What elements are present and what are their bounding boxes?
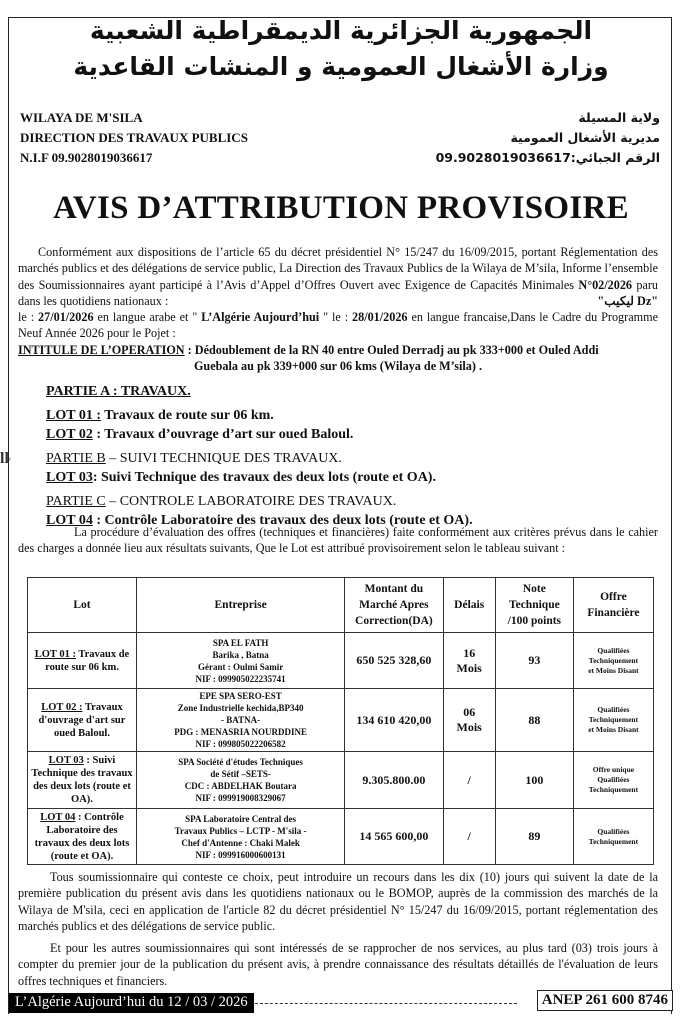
nif-label: N.I.F 09.9028019036617 [20,150,153,165]
entreprise-line: PDG : MENASRIA NOURDDINE [174,727,307,737]
cell-montant: 134 610 420,00 [345,689,443,752]
direction-label: DIRECTION DES TRAVAUX PUBLICS [20,130,248,145]
header-left-block [20,108,248,168]
lot-text: : Contrôle Laboratoire des travaux des deux lots (route et OA). [34,811,130,862]
lot-label: LOT 04 [46,513,93,528]
entreprise-line: Gérant : Oulmi Samir [197,661,284,672]
entreprise-line: NIF : 099916000600131 [195,849,286,860]
table-row [28,809,654,865]
offre-line: Qualifiées [597,645,630,655]
lot-text: Travaux de route sur 06 km. [100,408,274,423]
notice-title: AVIS D’ATTRIBUTION PROVISOIRE [53,190,629,226]
cell-delais [443,689,495,752]
arabic-newspaper: "ليكيب Dz" [597,293,658,308]
offre-line: Techniquement [588,715,639,724]
offre-line: Techniquement [588,655,639,665]
avis-number: N°02/2026 [578,277,633,292]
arabic-ministry-title: وزارة الأشغال العمومية و المنشات القاعدية [73,52,609,81]
cell-note: 100 [495,752,573,809]
cell-entreprise [136,752,344,809]
intro-text: le : [18,310,39,325]
offre-line: et Moins Disant [588,725,639,734]
recours-paragraph [18,869,658,934]
offre-line: Offre unique [592,765,635,774]
lot-02 [46,425,473,444]
col-entreprise: Entreprise [136,578,344,633]
part-b [46,449,473,468]
wilaya-label-ar: ولاية المسيلة [578,110,660,125]
lot-text: : Suivi Technique des travaux des deux lots (route et OA). [31,755,133,805]
part-a [46,382,473,401]
lot-text: : Contrôle Laboratoire des travaux des deux lots (route et OA). [92,513,473,528]
french-newspaper: L’Algérie Aujourd’hui [201,310,320,325]
offre-line: Qualifiées [597,705,630,714]
offre-line: Qualifiées [597,826,630,836]
footer-divider [225,1003,517,1004]
scan-artifact: llᶜ [0,450,12,467]
arabic-date: 27/01/2026 [38,310,94,325]
lot-label: LOT 02 : [41,701,83,713]
lot-text: : Travaux d’ouvrage d’art sur oued Baloul. [92,427,354,442]
delais-line: / [467,829,471,843]
parts-list [46,382,473,530]
cell-montant: 9.305.800.00 [345,752,443,809]
lot-01 [46,406,473,425]
entreprise-line: Zone Industrielle kechida,BP340 [177,703,304,713]
lot-label: LOT 03 [46,470,93,485]
entreprise-line: Travaux Publics – LCTP - M'sila - [174,825,307,836]
entreprise-line: SPA EL FATH [212,637,269,648]
cell-offre [573,809,653,865]
entreprise-line: NIF : 099805022206582 [195,739,286,749]
part-label: PARTIE B [46,451,106,466]
offre-line: Qualifiées [597,775,630,784]
autres-paragraph [18,940,658,989]
table-row [28,752,654,809]
part-label: PARTIE A : TRAVAUX. [46,384,191,399]
delais-line: Mois [456,720,482,734]
results-table [27,577,654,865]
intro-text: paru dans les quotidiens nationaux : [18,277,659,308]
lot-label: LOT 04 [40,811,76,823]
col-offre: Offre Financière [573,578,653,633]
entreprise-line: Chef d'Antenne : Chaki Malek [181,837,300,848]
french-date: 28/01/2026 [352,310,408,325]
intro-text: Conformément aux dispositions de l’article 65 du décret présidentiel N° 15/247 du 16/09/2015, portant Réglementation des marchés publics et des délégations de service public, La Direction des Travaux Publics de la Wilaya de M’sila, Informe l’ensemble des Soumissionnaires ayant participé à l’Avis d’Appel d’Offres Ouvert avec Exigence de Capacités Minimales [18,245,658,292]
part-label: PARTIE C [46,494,106,509]
recours-text: Tous soumissionnaire qui conteste ce choix, peut introduire un recours dans les dix (10) jours qui suivent la date de la première publication du présent avis dans les quotidiens nationaux ou le BOMOP, auprès de la commission des marchés de la Wilaya de M'sila, ceci en application de l'article 82 du décret présidentiel N° 15/247 du 16/09/2015, portant réglementation des marchés publics et des délégations de service public. [18,870,658,933]
col-montant: Montant du Marché Apres Correction(DA) [345,578,443,633]
col-delais: Délais [443,578,495,633]
intro-text: " le : [319,310,352,325]
entreprise-line: Barika , Batna [212,649,269,660]
direction-label-ar: مديرية الأشغال العمومية [510,130,660,145]
cell-entreprise [136,633,344,689]
entreprise-line: NIF : 099905022235741 [195,673,286,684]
cell-lot [28,633,137,689]
header-right-block [436,108,660,168]
cell-montant: 650 525 328,60 [345,633,443,689]
anep-reference: ANEP 261 600 8746 [537,990,673,1011]
entreprise-line: EPE SPA SERO-EST [199,691,282,701]
cell-delais [443,809,495,865]
operation-text: : Dédoublement de la RN 40 entre Ouled Derradj au pk 333+000 et Ouled Addi [184,342,599,357]
lot-03 [46,468,473,487]
lot-label: LOT 02 [46,427,93,442]
col-note: Note Technique /100 points [495,578,573,633]
cell-offre [573,633,653,689]
autres-text: Et pour les autres soumissionnaires qui sont intéressés de se rapprocher de nos services, au plus tard (03) trois jours à compter du premier jour de la publication du présent avis, à prendre connaissance des résultats détaillés de l'évaluation de leurs offres techniques et financiers. [18,941,658,988]
table-row [28,633,654,689]
lot-label: LOT 01 : [34,648,76,660]
cell-lot [28,752,137,809]
cell-note: 88 [495,689,573,752]
cell-entreprise [136,809,344,865]
evaluation-text: La procédure d’évaluation des offres (techniques et financières) faite conformément aux critères prévus dans le cahier des charges a donnée lieu aux résultats suivants, Que le Lot est attribué provisoirement selon le tableau suivant : [18,525,658,556]
intro-text: en langue arabe et " [93,310,202,325]
delais-line: / [467,772,471,787]
arabic-republic-title: الجمهورية الجزائرية الديمقراطية الشعبية [89,16,593,45]
lot-text: : Suivi Technique des travaux des deux lots (route et OA). [92,470,436,485]
table-row [28,689,654,752]
intro-text: en langue francaise,Dans le Cadre du Programme Neuf Année 2026 pour le Pojet : [18,310,658,341]
part-text: – SUIVI TECHNIQUE DES TRAVAUX. [105,451,342,466]
offre-line: Techniquement [588,785,639,794]
entreprise-line: NIF : 099919008329067 [195,793,286,803]
offre-line: et Moins Disant [588,665,639,675]
intro-paragraph [18,244,658,374]
cell-delais [443,633,495,689]
entreprise-line: SPA Laboratoire Central des [185,813,297,824]
nif-label-ar: الرقم الجبائي:09.9028019036617 [435,150,660,165]
delais-line: Mois [456,660,482,675]
newspaper-date-label: L’Algérie Aujourd’hui du 12 / 03 / 2026 [9,993,254,1013]
delais-line: 06 [463,705,476,719]
part-c [46,492,473,511]
cell-offre [573,689,653,752]
operation-label: INTITULE DE L’OPERATION [18,342,185,357]
lot-label: LOT 03 [48,755,84,766]
part-text: – CONTROLE LABORATOIRE DES TRAVAUX. [105,494,397,509]
cell-entreprise [136,689,344,752]
cell-delais [443,752,495,809]
wilaya-label: WILAYA DE M'SILA [20,110,143,125]
cell-offre [573,752,653,809]
entreprise-line: SPA Société d'études Techniques [178,757,303,767]
lot-label: LOT 01 : [46,408,101,423]
cell-montant: 14 565 600,00 [345,809,443,865]
lot-text: Travaux de route sur 06 km. [45,648,130,673]
cell-note: 93 [495,633,573,689]
evaluation-paragraph [18,524,658,557]
entreprise-line: de Sétif –SETS- [210,769,271,779]
operation-text-cont: Guebala au pk 339+000 sur 06 kms (Wilaya de M’sila) . [193,359,483,374]
cell-lot [28,689,137,752]
entreprise-line: - BATNA- [221,715,261,725]
delais-line: 16 [463,645,476,660]
lot-text: Travaux d'ouvrage d'art sur oued Baloul. [38,701,126,739]
table-header-row [28,578,654,633]
offre-line: Techniquement [588,836,639,846]
entreprise-line: CDC : ABDELHAK Boutara [184,781,297,791]
col-lot: Lot [28,578,137,633]
cell-lot [28,809,137,865]
cell-note: 89 [495,809,573,865]
